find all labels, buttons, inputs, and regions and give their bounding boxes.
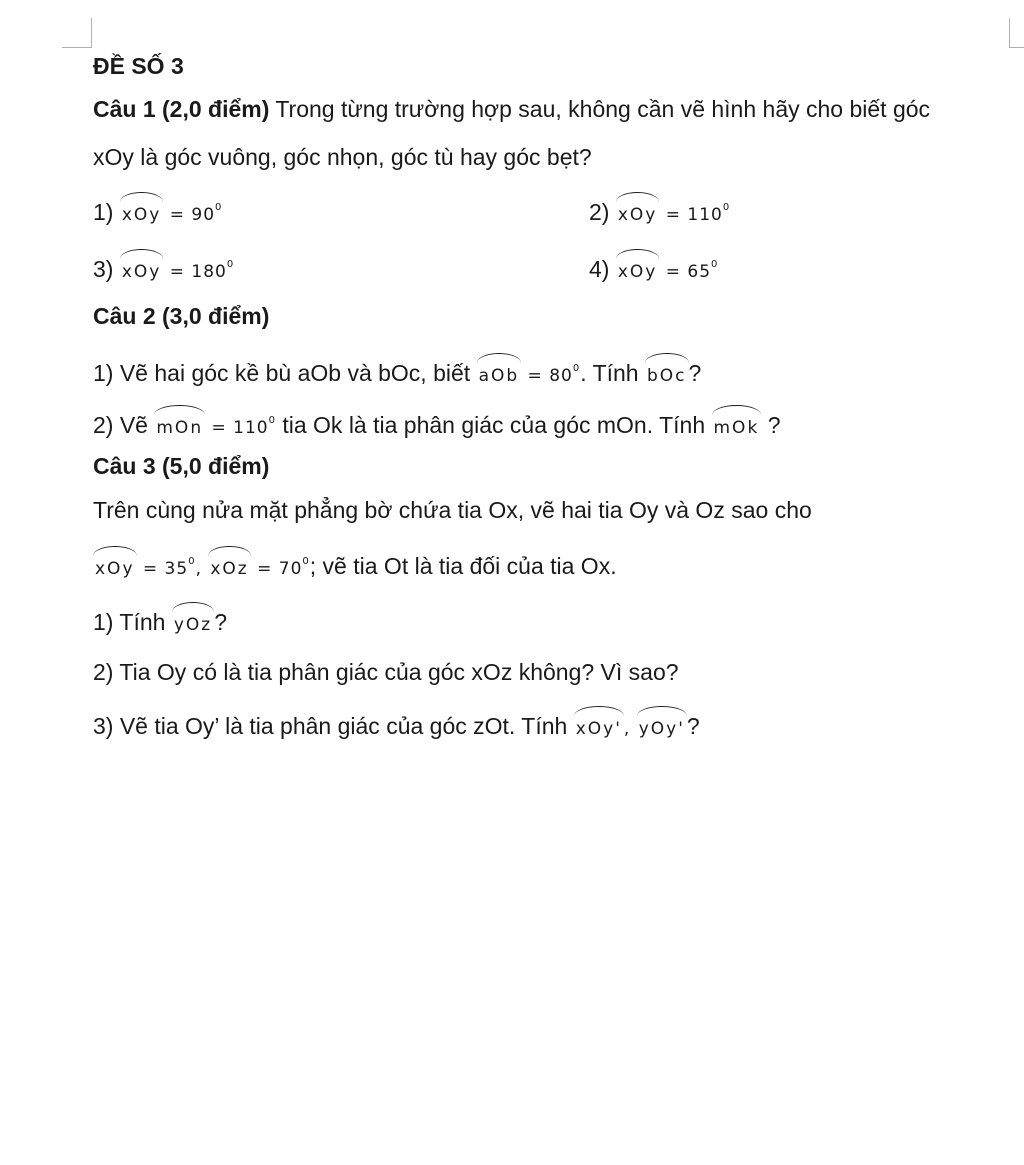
item-number: 4)	[589, 256, 610, 282]
q3-part-3: 3) Vẽ tia Oy’ là tia phân giác của góc zOt. Tính xOy' , yOy'?	[93, 712, 700, 743]
angle-value: = $70^0$	[257, 556, 310, 579]
crop-mark-right-h	[1009, 47, 1024, 48]
angle-symbol: xOy	[616, 201, 660, 229]
angle-symbol: xOy	[93, 555, 137, 583]
angle-symbol: xOz	[208, 555, 250, 583]
q2-heading: Câu 2 (3,0 điểm)	[93, 303, 270, 329]
q1-item-3	[93, 251, 719, 286]
q3-part-1: 1) Tính yOz?	[93, 608, 227, 639]
q1-item-4	[589, 251, 718, 286]
angle-symbol: bOc	[645, 362, 689, 390]
q3-heading: Câu 3 (5,0 điểm)	[93, 453, 270, 479]
q2-part-2: 2) Vẽ mOn = $110^0$ tia Ok là tia phân giác của góc mOn. Tính mOk ?	[93, 407, 780, 442]
crop-mark-left	[91, 18, 92, 48]
angle-symbol: yOz	[172, 611, 214, 639]
angle-symbol: xOy	[616, 258, 660, 286]
angle-symbol: xOy	[120, 201, 164, 229]
item-number: 2)	[589, 199, 610, 225]
q1-item-2	[589, 194, 730, 229]
q3-given: xOy = $35^0$, xOz = $70^0$; vẽ tia Ot là tia đối của tia Ox.	[93, 548, 617, 583]
q2-part-1: 1) Vẽ hai góc kề bù aOb và bOc, biết aOb = $80^0$. Tính bOc?	[93, 355, 701, 390]
angle-value: = $80^0$	[527, 363, 581, 386]
angle-symbol: mOn	[154, 414, 205, 442]
angle-value: = $110^0$	[211, 415, 276, 438]
angle-symbol: xOy'	[574, 715, 624, 743]
angle-value: = $65^0$	[665, 259, 719, 282]
angle-symbol: xOy	[120, 258, 164, 286]
q1-text-a: Trong từng trường hợp sau, không cần vẽ hình hãy cho biết góc	[269, 96, 931, 122]
exam-title: ĐỀ SỐ 3	[93, 53, 184, 79]
crop-mark-right	[1009, 18, 1010, 48]
item-number: 1)	[93, 199, 114, 225]
item-number: 3)	[93, 256, 114, 282]
q3-part-2: 2) Tia Oy có là tia phân giác của góc xOz không? Vì sao?	[93, 659, 679, 685]
angle-value: = $35^0$	[142, 556, 196, 579]
crop-mark-left-h	[62, 47, 92, 48]
q3-intro: Trên cùng nửa mặt phẳng bờ chứa tia Ox, vẽ hai tia Oy và Oz sao cho	[93, 497, 812, 523]
q1-heading: Câu 1 (2,0 điểm)	[93, 96, 270, 122]
angle-symbol: yOy'	[637, 715, 687, 743]
angle-value: = $110^0$	[665, 202, 731, 225]
q1-item-1	[93, 194, 731, 229]
angle-symbol: aOb	[477, 362, 522, 390]
angle-value: = $180^0$	[169, 259, 235, 282]
angle-value: = $90^0$	[169, 202, 223, 225]
q1-line-1	[93, 95, 930, 123]
angle-symbol: mOk	[712, 414, 762, 442]
q1-text-b: xOy là góc vuông, góc nhọn, góc tù hay góc bẹt?	[93, 144, 592, 170]
